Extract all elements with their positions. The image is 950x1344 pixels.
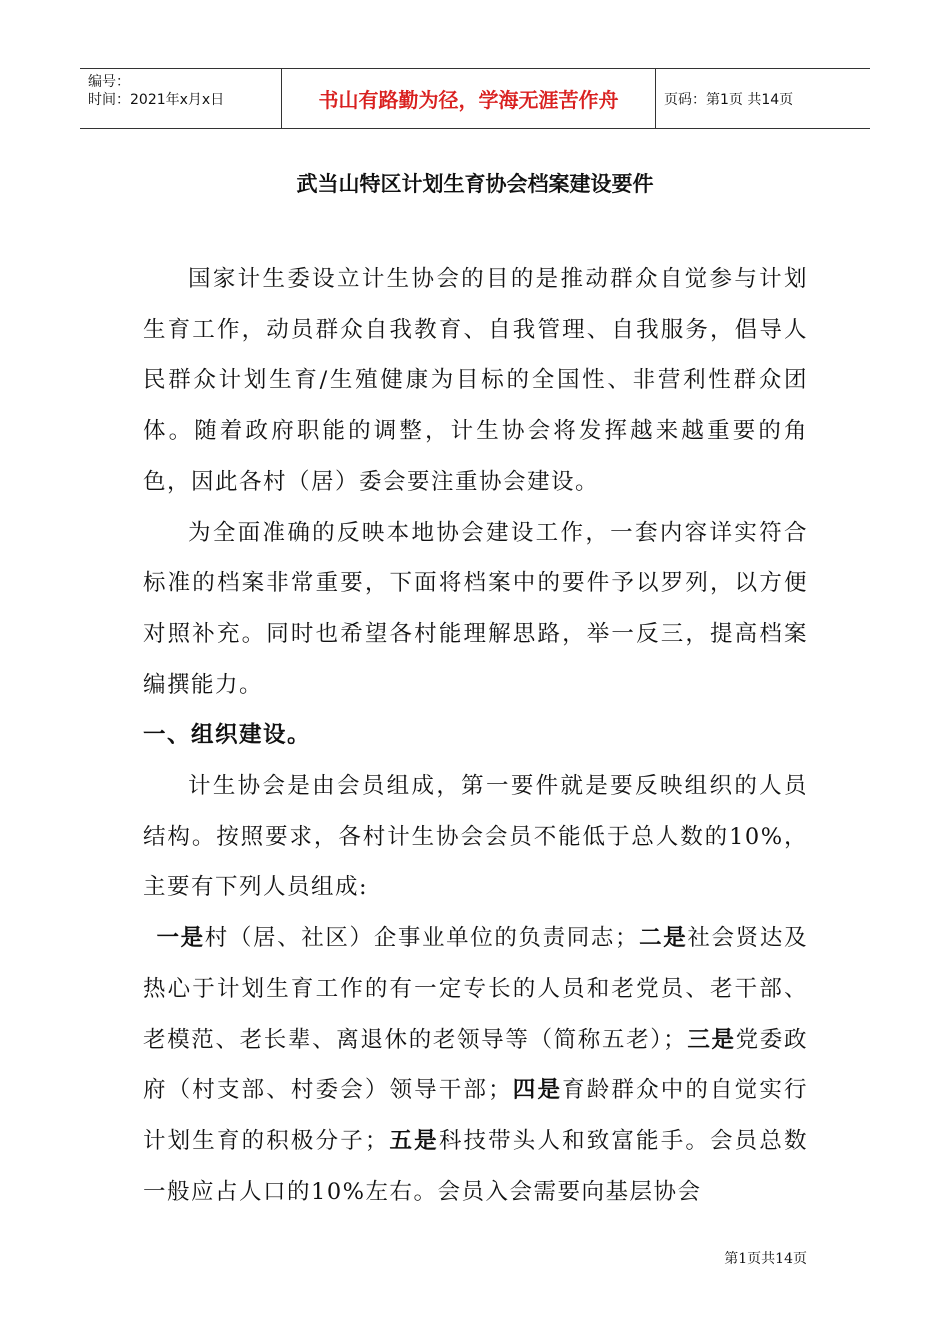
list-text: 科技带头人和致富能手。会员总数一般应占人口的10%左右。会员入会需要向基层协会 xyxy=(143,1127,808,1205)
paragraph-members: 计生协会是由会员组成，第一要件就是要反映组织的人员结构。按照要求，各村计生协会会员不能低于总人数的10%，主要有下列人员组成: xyxy=(143,773,808,901)
list-text: 村（居、社区）企事业单位的负责同志； xyxy=(204,925,640,952)
list-text: 育龄群众中的自觉实行计划生育的积极分子； xyxy=(143,1077,808,1154)
list-marker: 四是 xyxy=(512,1077,563,1104)
page-title: 武当山特区计划生育协会档案建设要件 xyxy=(296,171,654,196)
list-marker: 二是 xyxy=(639,925,688,952)
page-label: 页码：第1页 共14页 xyxy=(664,91,794,108)
list-marker: 三是 xyxy=(687,1026,736,1053)
list-text: 社会贤达及热心于计划生育工作的有一定专长的人员和老党员、老干部、老模范、老长辈、离退休的老领导等（简称五老）； xyxy=(143,925,808,1053)
paragraph-member-types xyxy=(143,913,808,1217)
document-body xyxy=(143,254,808,1217)
section-heading: 一、组织建设。 xyxy=(143,722,312,749)
number-label: 编号： xyxy=(88,74,130,90)
date-label: 时间：2021年x月x日 xyxy=(88,92,225,108)
document-header xyxy=(80,68,870,129)
list-marker: 五是 xyxy=(388,1127,439,1154)
header-meta xyxy=(80,69,282,128)
paragraph-purpose: 为全面准确的反映本地协会建设工作，一套内容详实符合标准的档案非常重要，下面将档案中的要件予以罗列，以方便对照补充。同时也希望各村能理解思路，举一反三，提高档案编撰能力。 xyxy=(143,519,808,698)
list-text: 党委政府（村支部、村委会）领导干部； xyxy=(143,1026,808,1104)
paragraph-intro: 国家计生委设立计生协会的目的是推动群众自觉参与计划生育工作，动员群众自我教育、自我管理、自我服务，倡导人民群众计划生育/生殖健康为目标的全国性、非营利性群众团体。随着政府职能的调整，计生协会将发挥越来越重要的角色，因此各村（居）委会要注重协会建设。 xyxy=(143,266,808,495)
list-marker: 一是 xyxy=(156,925,205,952)
page-footer: 第1页共14页 xyxy=(724,1251,807,1267)
motto: 书山有路勤为径，学海无涯苦作舟 xyxy=(282,69,656,128)
